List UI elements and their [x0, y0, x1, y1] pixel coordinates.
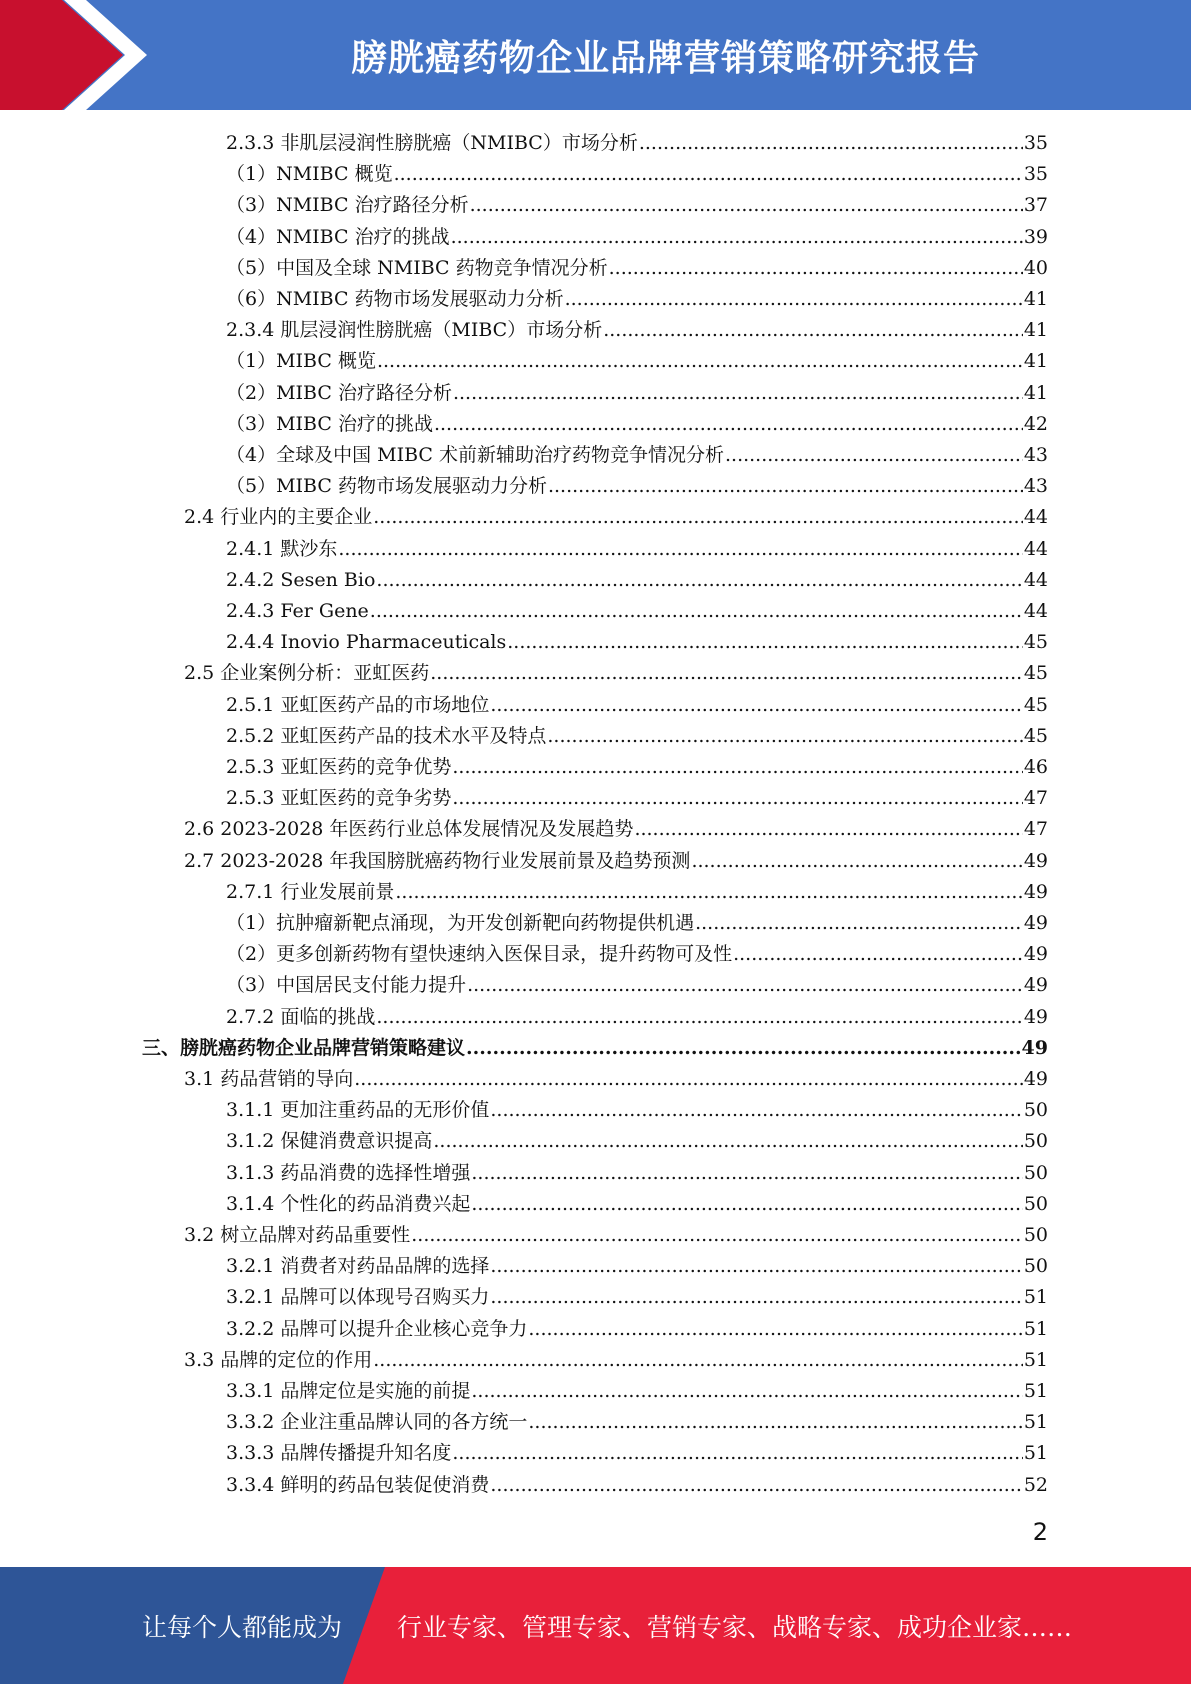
- toc-entry-page: 46: [1023, 756, 1048, 778]
- toc-dot-leader: [471, 1189, 1022, 1220]
- toc-entry[interactable]: [184, 814, 1048, 845]
- toc-entry[interactable]: [226, 1126, 1048, 1157]
- toc-entry[interactable]: [226, 1251, 1048, 1282]
- toc-entry-page: 41: [1023, 319, 1048, 342]
- toc-entry-label: （2）更多创新药物有望快速纳入医保目录，提升药物可及性: [226, 943, 733, 966]
- toc-entry[interactable]: [184, 1220, 1048, 1251]
- toc-entry-page: 43: [1023, 444, 1048, 466]
- toc-dot-leader: [377, 346, 1023, 377]
- toc-entry[interactable]: [226, 1438, 1048, 1469]
- toc-entry-label: 三、膀胱癌药物企业品牌营销策略建议: [142, 1036, 466, 1059]
- toc-entry[interactable]: [226, 1282, 1048, 1313]
- toc-dot-leader: [528, 1407, 1022, 1438]
- toc-entry[interactable]: [226, 1407, 1048, 1438]
- toc-entry-page: 35: [1023, 163, 1048, 186]
- toc-entry[interactable]: [226, 315, 1048, 346]
- toc-entry[interactable]: [226, 534, 1048, 565]
- toc-entry-label: 2.5 企业案例分析：亚虹医药: [184, 662, 430, 685]
- toc-entry-page: 45: [1023, 662, 1048, 685]
- toc-entry-label: 3.2.1 消费者对药品品牌的选择: [226, 1255, 490, 1278]
- toc-dot-leader: [609, 253, 1023, 284]
- toc-entry[interactable]: [226, 908, 1048, 939]
- toc-entry[interactable]: [184, 846, 1048, 877]
- toc-dot-leader: [528, 1314, 1022, 1345]
- toc-dot-leader: [471, 1158, 1022, 1189]
- toc-dot-leader: [354, 1064, 1023, 1095]
- toc-entry-label: 2.4.2 Sesen Bio: [226, 568, 376, 591]
- toc-entry-label: 2.4.3 Fer Gene: [226, 600, 369, 622]
- toc-dot-leader: [695, 908, 1023, 939]
- toc-entry[interactable]: [226, 284, 1048, 315]
- toc-entry[interactable]: [226, 565, 1048, 596]
- toc-dot-leader: [634, 814, 1022, 845]
- toc-entry[interactable]: [226, 378, 1048, 409]
- toc-dot-leader: [430, 658, 1023, 689]
- toc-dot-leader: [548, 471, 1023, 502]
- toc-entry-label: 2.7.1 行业发展前景: [226, 880, 395, 903]
- toc-entry-page: 49: [1021, 1036, 1048, 1059]
- toc-entry[interactable]: [226, 721, 1048, 752]
- toc-entry-label: 3.1.1 更加注重药品的无形价值: [226, 1099, 490, 1122]
- toc-dot-leader: [466, 1033, 1021, 1064]
- report-title: 膀胱癌药物企业品牌营销策略研究报告: [350, 37, 980, 79]
- toc-entry[interactable]: [226, 690, 1048, 721]
- toc-dot-leader: [490, 1282, 1022, 1313]
- page-number: 2: [1032, 1518, 1048, 1546]
- toc-dot-leader: [691, 846, 1022, 877]
- toc-entry-label: （1）NMIBC 概览: [226, 163, 393, 186]
- toc-entry[interactable]: [226, 1314, 1048, 1345]
- toc-entry-label: 2.5.3 亚虹医药的竞争劣势: [226, 787, 452, 810]
- toc-dot-leader: [467, 970, 1023, 1001]
- toc-entry-page: 45: [1023, 693, 1048, 716]
- toc-dot-leader: [547, 721, 1022, 752]
- toc-dot-leader: [373, 502, 1023, 533]
- toc-entry-page: 51: [1023, 1317, 1048, 1340]
- toc-entry-label: （5）中国及全球 NMIBC 药物竞争情况分析: [226, 256, 608, 279]
- toc-dot-leader: [490, 1251, 1022, 1282]
- toc-dot-leader: [370, 596, 1023, 627]
- toc-entry-label: 2.7.2 面临的挑战: [226, 1005, 376, 1028]
- toc-dot-leader: [639, 128, 1023, 159]
- toc-entry-label: （1）MIBC 概览: [226, 350, 376, 373]
- toc-entry-label: 2.3.3 非肌层浸润性膀胱癌（NMIBC）市场分析: [226, 132, 638, 154]
- toc-entry-label: 3.1.3 药品消费的选择性增强: [226, 1161, 471, 1184]
- toc-entry-page: 44: [1023, 600, 1048, 622]
- toc-dot-leader: [725, 440, 1023, 471]
- toc-entry-page: 40: [1023, 256, 1048, 279]
- toc-dot-leader: [507, 627, 1023, 658]
- toc-entry-page: 45: [1023, 631, 1048, 654]
- toc-entry-page: 51: [1023, 1348, 1048, 1371]
- toc-entry-label: 3.1.2 保健消费意识提高: [226, 1130, 433, 1153]
- toc-dot-leader: [376, 565, 1022, 596]
- toc-dot-leader: [490, 690, 1022, 721]
- toc-entry-label: （5）MIBC 药物市场发展驱动力分析: [226, 475, 547, 498]
- toc-entry-page: 41: [1023, 350, 1048, 373]
- toc-dot-leader: [490, 1470, 1022, 1501]
- toc-entry-page: 51: [1023, 1380, 1048, 1402]
- toc-entry-label: （4）全球及中国 MIBC 术前新辅助治疗药物竞争情况分析: [226, 444, 724, 466]
- toc-entry-label: 3.3 品牌的定位的作用: [184, 1348, 373, 1371]
- toc-entry-label: 3.2.2 品牌可以提升企业核心竞争力: [226, 1317, 528, 1340]
- toc-entry-label: （3）中国居民支付能力提升: [226, 974, 467, 997]
- toc-dot-leader: [603, 315, 1023, 346]
- toc-entry[interactable]: [226, 440, 1048, 471]
- toc-entry-label: 2.4.1 默沙东: [226, 537, 338, 560]
- toc-entry-page: 49: [1023, 912, 1048, 934]
- toc-entry[interactable]: [184, 502, 1048, 533]
- toc-dot-leader: [338, 534, 1022, 565]
- toc-entry-page: 49: [1023, 849, 1048, 872]
- toc-entry[interactable]: [184, 1064, 1048, 1095]
- toc-entry-label: 2.5.3 亚虹医药的竞争优势: [226, 756, 452, 778]
- toc-entry-page: 50: [1023, 1192, 1048, 1215]
- toc-entry[interactable]: [226, 1189, 1048, 1220]
- footer-slogan-left: 让每个人都能成为: [142, 1612, 343, 1642]
- toc-dot-leader: [733, 939, 1023, 970]
- toc-entry-page: 51: [1023, 1442, 1048, 1465]
- toc-entry-page: 49: [1023, 1005, 1048, 1028]
- toc-entry-page: 51: [1023, 1286, 1048, 1309]
- toc-entry[interactable]: [226, 222, 1048, 253]
- toc-entry-page: 44: [1023, 506, 1048, 529]
- toc-entry[interactable]: [226, 1470, 1048, 1501]
- toc-entry-page: 49: [1023, 880, 1048, 903]
- toc-entry[interactable]: [226, 159, 1048, 190]
- toc-entry-page: 49: [1023, 1068, 1048, 1090]
- toc-dot-leader: [490, 1095, 1022, 1126]
- toc-entry[interactable]: [226, 190, 1048, 221]
- toc-dot-leader: [373, 1345, 1023, 1376]
- toc-dot-leader: [411, 1220, 1023, 1251]
- toc-entry[interactable]: [226, 128, 1048, 159]
- toc-entry-label: 2.4.4 Inovio Pharmaceuticals: [226, 631, 507, 654]
- toc-entry-page: 47: [1023, 787, 1048, 810]
- toc-entry-page: 50: [1023, 1224, 1048, 1246]
- toc-entry[interactable]: [226, 409, 1048, 440]
- toc-entry-page: 41: [1023, 381, 1048, 404]
- toc-dot-leader: [565, 284, 1023, 315]
- toc-entry-label: 2.5.2 亚虹医药产品的技术水平及特点: [226, 724, 547, 747]
- toc-entry[interactable]: [226, 752, 1048, 783]
- toc-entry-page: 44: [1023, 537, 1048, 560]
- page-header: [0, 0, 1191, 110]
- toc-entry-page: 50: [1023, 1255, 1048, 1278]
- toc-dot-leader: [453, 378, 1023, 409]
- toc-entry-label: 2.3.4 肌层浸润性膀胱癌（MIBC）市场分析: [226, 319, 603, 342]
- toc-entry[interactable]: [184, 1345, 1048, 1376]
- toc-dot-leader: [452, 783, 1022, 814]
- toc-entry-page: 39: [1023, 225, 1048, 248]
- toc-entry-label: 3.3.1 品牌定位是实施的前提: [226, 1380, 471, 1402]
- toc-entry-label: （1）抗肿瘤新靶点涌现，为开发创新靶向药物提供机遇: [226, 912, 695, 934]
- toc-entry-label: 3.2.1 品牌可以体现号召购买力: [226, 1286, 490, 1309]
- toc-entry-page: 35: [1023, 132, 1048, 154]
- toc-entry-label: （3）NMIBC 治疗路径分析: [226, 194, 469, 217]
- toc-entry[interactable]: [142, 1033, 1048, 1064]
- toc-dot-leader: [451, 222, 1023, 253]
- page-footer: [0, 1567, 1191, 1684]
- toc-entry[interactable]: [226, 1002, 1048, 1033]
- toc-entry[interactable]: [226, 877, 1048, 908]
- toc-entry[interactable]: [226, 1158, 1048, 1189]
- toc-entry-label: 3.1 药品营销的导向: [184, 1068, 354, 1090]
- toc-dot-leader: [452, 1438, 1022, 1469]
- toc-entry-label: （2）MIBC 治疗路径分析: [226, 381, 452, 404]
- toc-entry-label: 3.3.2 企业注重品牌认同的各方统一: [226, 1411, 528, 1434]
- toc-dot-leader: [394, 159, 1023, 190]
- toc-entry-page: 43: [1023, 475, 1048, 498]
- toc-entry-page: 41: [1023, 288, 1048, 310]
- toc-entry[interactable]: [226, 1095, 1048, 1126]
- toc-entry-page: 37: [1023, 194, 1048, 217]
- toc-entry-label: 2.7 2023-2028 年我国膀胱癌药物行业发展前景及趋势预测: [184, 849, 691, 872]
- toc-entry-label: 2.6 2023-2028 年医药行业总体发展情况及发展趋势: [184, 818, 634, 841]
- footer-slogan-right: 行业专家、管理专家、营销专家、战略专家、成功企业家……: [397, 1612, 1073, 1642]
- toc-entry-label: 3.2 树立品牌对药品重要性: [184, 1224, 411, 1246]
- toc-entry-page: 42: [1023, 412, 1048, 435]
- toc-dot-leader: [471, 1376, 1022, 1407]
- toc-entry[interactable]: [184, 658, 1048, 689]
- toc-entry-page: 50: [1023, 1130, 1048, 1153]
- toc-entry-page: 50: [1023, 1099, 1048, 1122]
- toc-entry[interactable]: [226, 783, 1048, 814]
- toc-entry[interactable]: [226, 346, 1048, 377]
- toc-entry-page: 45: [1023, 724, 1048, 747]
- toc-entry-page: 52: [1023, 1473, 1048, 1496]
- toc-entry-page: 47: [1023, 818, 1048, 841]
- toc-dot-leader: [434, 409, 1023, 440]
- toc-entry[interactable]: [226, 939, 1048, 970]
- toc-entry-page: 50: [1023, 1161, 1048, 1184]
- toc-dot-leader: [470, 190, 1023, 221]
- toc-dot-leader: [452, 752, 1022, 783]
- toc-entry-label: 3.3.4 鲜明的药品包装促使消费: [226, 1473, 490, 1496]
- toc-entry[interactable]: [226, 627, 1048, 658]
- toc-dot-leader: [395, 877, 1022, 908]
- toc-entry-label: 3.3.3 品牌传播提升知名度: [226, 1442, 452, 1465]
- toc-entry[interactable]: [226, 253, 1048, 284]
- toc-entry-label: 3.1.4 个性化的药品消费兴起: [226, 1192, 471, 1215]
- toc-entry[interactable]: [226, 970, 1048, 1001]
- toc-entry[interactable]: [226, 471, 1048, 502]
- toc-entry-label: （6）NMIBC 药物市场发展驱动力分析: [226, 288, 564, 310]
- toc-entry[interactable]: [226, 1376, 1048, 1407]
- toc-entry-page: 44: [1023, 568, 1048, 591]
- toc-entry-label: （4）NMIBC 治疗的挑战: [226, 225, 450, 248]
- toc-dot-leader: [376, 1002, 1022, 1033]
- toc-entry-label: 2.5.1 亚虹医药产品的市场地位: [226, 693, 490, 716]
- toc-entry-page: 49: [1023, 974, 1048, 997]
- toc-entry-label: （3）MIBC 治疗的挑战: [226, 412, 433, 435]
- toc-entry-label: 2.4 行业内的主要企业: [184, 506, 373, 529]
- toc-dot-leader: [433, 1126, 1022, 1157]
- toc-entry-page: 49: [1023, 943, 1048, 966]
- toc-entry-page: 51: [1023, 1411, 1048, 1434]
- toc-entry[interactable]: [226, 596, 1048, 627]
